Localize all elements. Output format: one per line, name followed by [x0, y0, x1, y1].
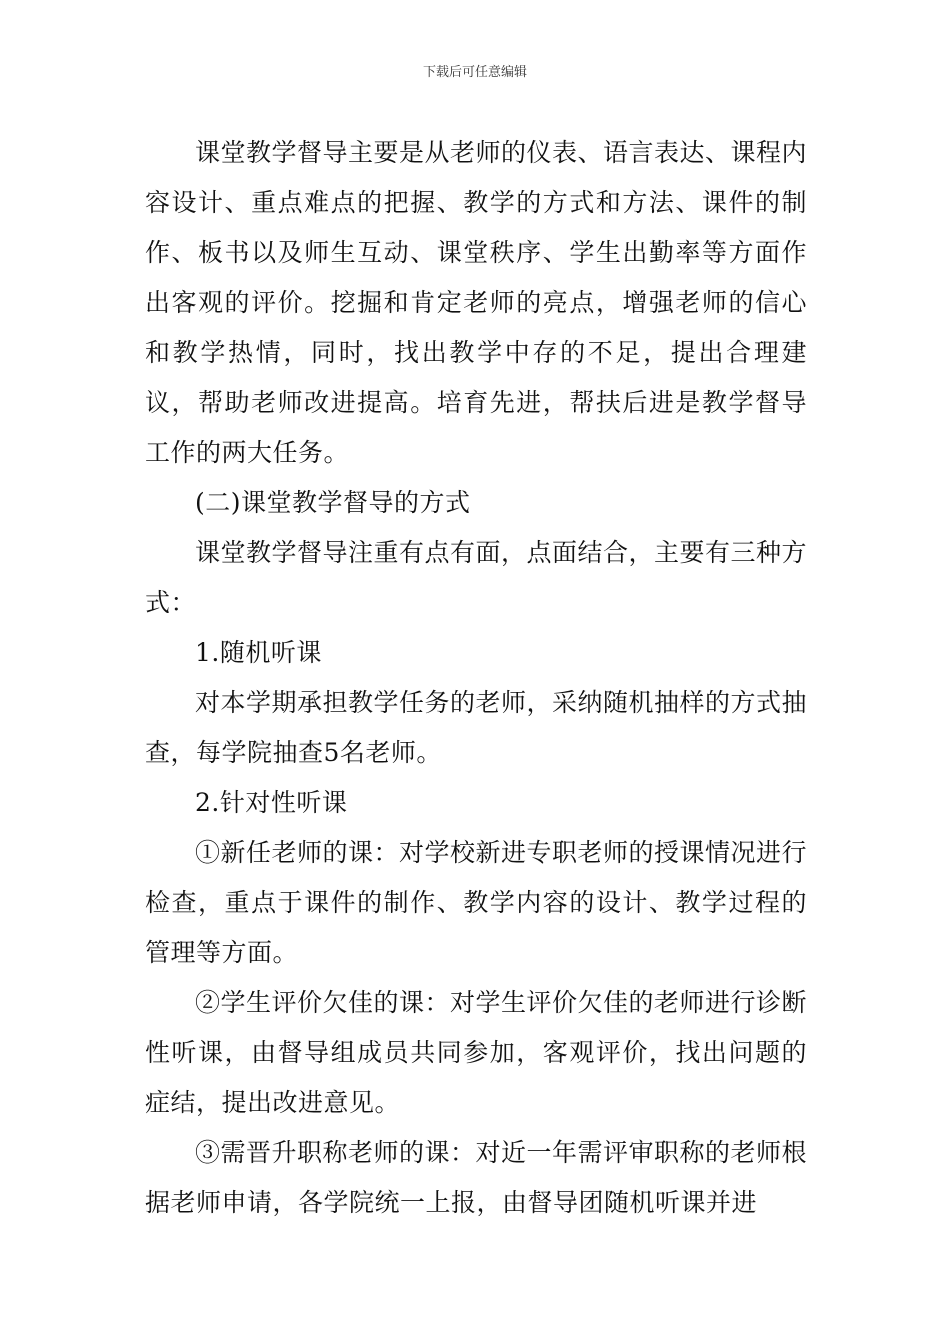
item-heading-targeted-audit: 2.针对性听课 — [195, 788, 348, 817]
paragraph-poor-evaluation: ②学生评价欠佳的课：对学生评价欠佳的老师进行诊断性听课，由督导组成员共同参加，客观评价，找出问题的症结，提出改进意见。 — [145, 988, 808, 1117]
paragraph-supervision-scope: 课堂教学督导主要是从老师的仪表、语言表达、课程内容设计、重点难点的把握、教学的方式和方法、课件的制作、板书以及师生互动、课堂秩序、学生出勤率等方面作出客观的评价。挖掘和肯定老师的亮点，增强老师的信心和教学热情，同时，找出教学中存的不足，提出合理建议，帮助老师改进提高。培育先进，帮扶后进是教学督导工作的两大任务。 — [145, 138, 808, 467]
page-header-note: 下载后可任意编辑 — [422, 65, 527, 80]
paragraph-promotion-candidates: ③需晋升职称老师的课：对近一年需评审职称的老师根据老师申请，各学院统一上报，由督导团随机听课并进 — [145, 1138, 808, 1217]
item-heading-random-audit: 1.随机听课 — [195, 638, 322, 667]
document-body — [145, 128, 807, 1228]
paragraph-random-audit: 对本学期承担教学任务的老师，采纳随机抽样的方式抽查，每学院抽查5名老师。 — [145, 688, 808, 767]
paragraph-methods-intro: 课堂教学督导注重有点有面，点面结合，主要有三种方式： — [145, 538, 808, 617]
section-heading-methods: (二)课堂教学督导的方式 — [195, 488, 471, 517]
paragraph-new-teachers: ①新任老师的课：对学校新进专职老师的授课情况进行检查，重点于课件的制作、教学内容的设计、教学过程的管理等方面。 — [145, 838, 808, 967]
